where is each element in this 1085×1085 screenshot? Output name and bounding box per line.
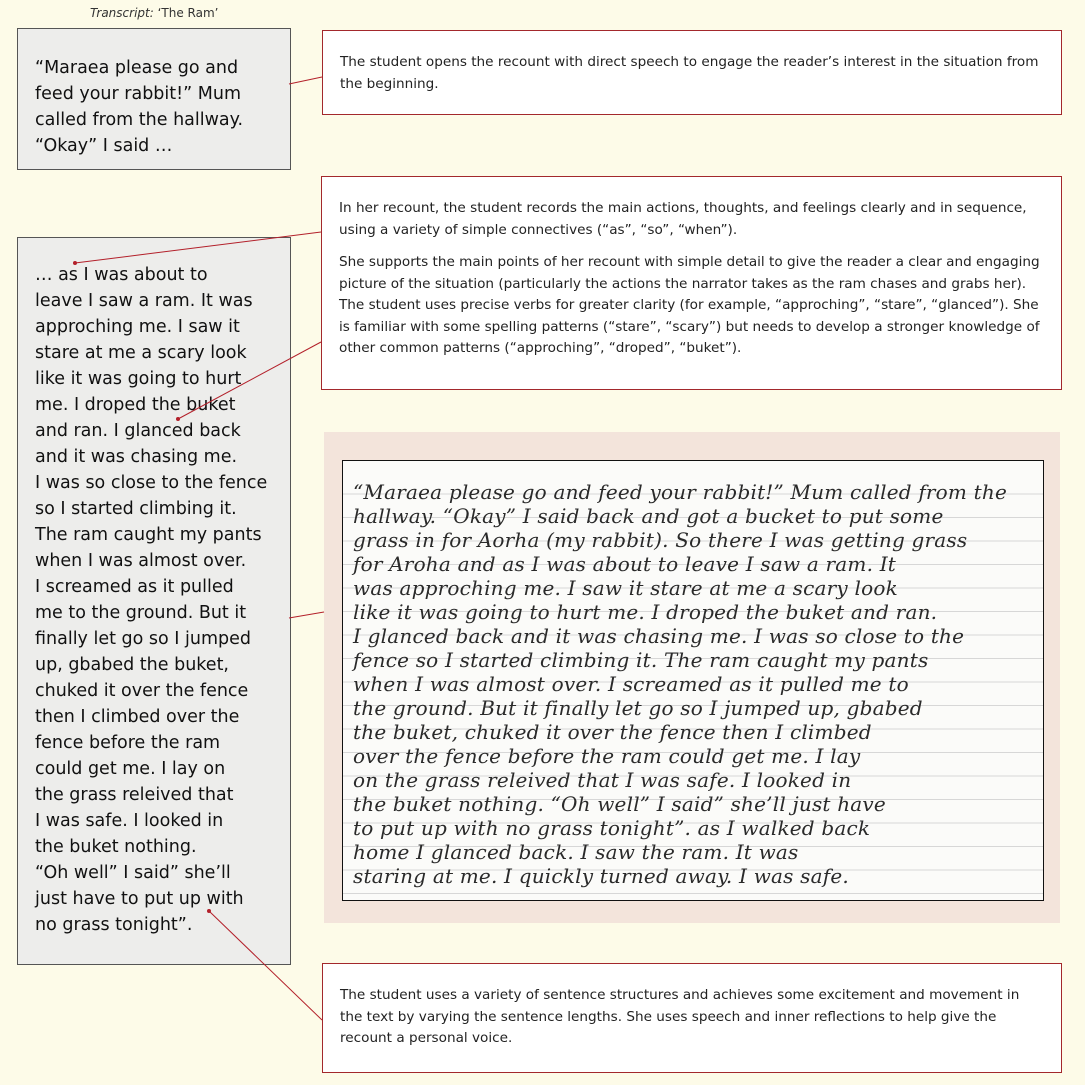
handwriting-line: the ground. But it finally let go so I jumped up, gbabed — [353, 696, 923, 720]
transcript-label-title: ‘The Ram’ — [157, 6, 219, 20]
handwriting-line: for Aroha and as I was about to leave I saw a ram. It — [353, 552, 897, 576]
transcript-text-main: … as I was about to leave I saw a ram. It was approching me. I saw it stare at me a scary look like it was going to hurt me. I droped the buket and ran. I glanced back and it was chasing me. I was so close to the fence so I started climbing it. The ram caught my pants when I was almost over. I screamed as it pulled me to the ground. But it finally let go so I jumped up, gbabed the buket, chuked it over the fence then I climbed over the fence before the ram could get me. I lay on the grass releived that I was safe. I looked in the buket nothing. “Oh well” I said” she’ll just have to put up with no grass tonight”. — [35, 265, 268, 935]
handwriting-line: fence so I started climbing it. The ram caught my pants — [353, 648, 929, 672]
connector-line — [75, 232, 321, 263]
connector-anchor-dot — [207, 909, 211, 913]
annotation-text: In her recount, the student records the main actions, thoughts, and feelings clearly and in sequence, using a variety of simple connectives (“as”, “so”, “when”). — [339, 200, 1027, 238]
connector-line — [178, 342, 321, 419]
handwriting-line: I glanced back and it was chasing me. I was so close to the — [353, 624, 965, 648]
handwriting-line: the buket nothing. “Oh well” I said” she’ll just have — [353, 792, 886, 816]
handwriting-line: “Maraea please go and feed your rabbit!” Mum called from the — [353, 480, 1008, 504]
connector-line — [289, 77, 322, 84]
connector-anchor-dot — [176, 417, 180, 421]
annotation-text: The student uses a variety of sentence structures and achieves some excitement and movement in the text by varying the sentence lengths. She uses speech and inner reflections to help give the recount a personal voice. — [340, 987, 1020, 1046]
handwriting-line: like it was going to hurt me. I droped the buket and ran. — [353, 600, 938, 624]
handwriting-line: to put up with no grass tonight”. as I walked back — [353, 816, 871, 840]
handwriting-line: when I was almost over. I screamed as it pulled me to — [353, 672, 909, 696]
transcript-label-prefix: Transcript: — [90, 6, 154, 20]
handwriting-line: grass in for Aorha (my rabbit). So there I was getting grass — [353, 528, 968, 552]
connector-anchor-dot — [73, 261, 77, 265]
annotation-text: The student opens the recount with direct speech to engage the reader’s interest in the situation from the beginning. — [340, 54, 1039, 92]
annotation-text: She supports the main points of her recount with simple detail to give the reader a clear and engaging picture of the situation (particularly the actions the narrator takes as the ram chases and grabs her). The student uses precise verbs for greater clarity (for example, “approching”, “stare”, “glanced”). She is familiar with some spelling patterns (“stare”, “scary”) but needs to develop a stronger knowledge of other common patterns (“approching”, “droped”, “buket”). — [339, 254, 1040, 356]
handwriting-line: on the grass releived that I was safe. I looked in — [353, 768, 852, 792]
handwriting-line: staring at me. I quickly turned away. I was safe. — [353, 864, 849, 888]
connector-line — [289, 612, 324, 618]
handwriting-line: hallway. “Okay” I said back and got a bucket to put some — [353, 504, 944, 528]
handwriting-line: over the fence before the ram could get me. I lay — [353, 744, 861, 768]
transcript-text-opening: “Maraea please go and feed your rabbit!” Mum called from the hallway. “Okay” I said … — [35, 58, 244, 156]
connector-line — [209, 911, 322, 1020]
handwriting-line: home I glanced back. I saw the ram. It was — [353, 840, 799, 864]
handwriting-line: the buket, chuked it over the fence then I climbed — [353, 720, 872, 744]
handwriting-line: was approching me. I saw it stare at me a scary look — [353, 576, 898, 600]
